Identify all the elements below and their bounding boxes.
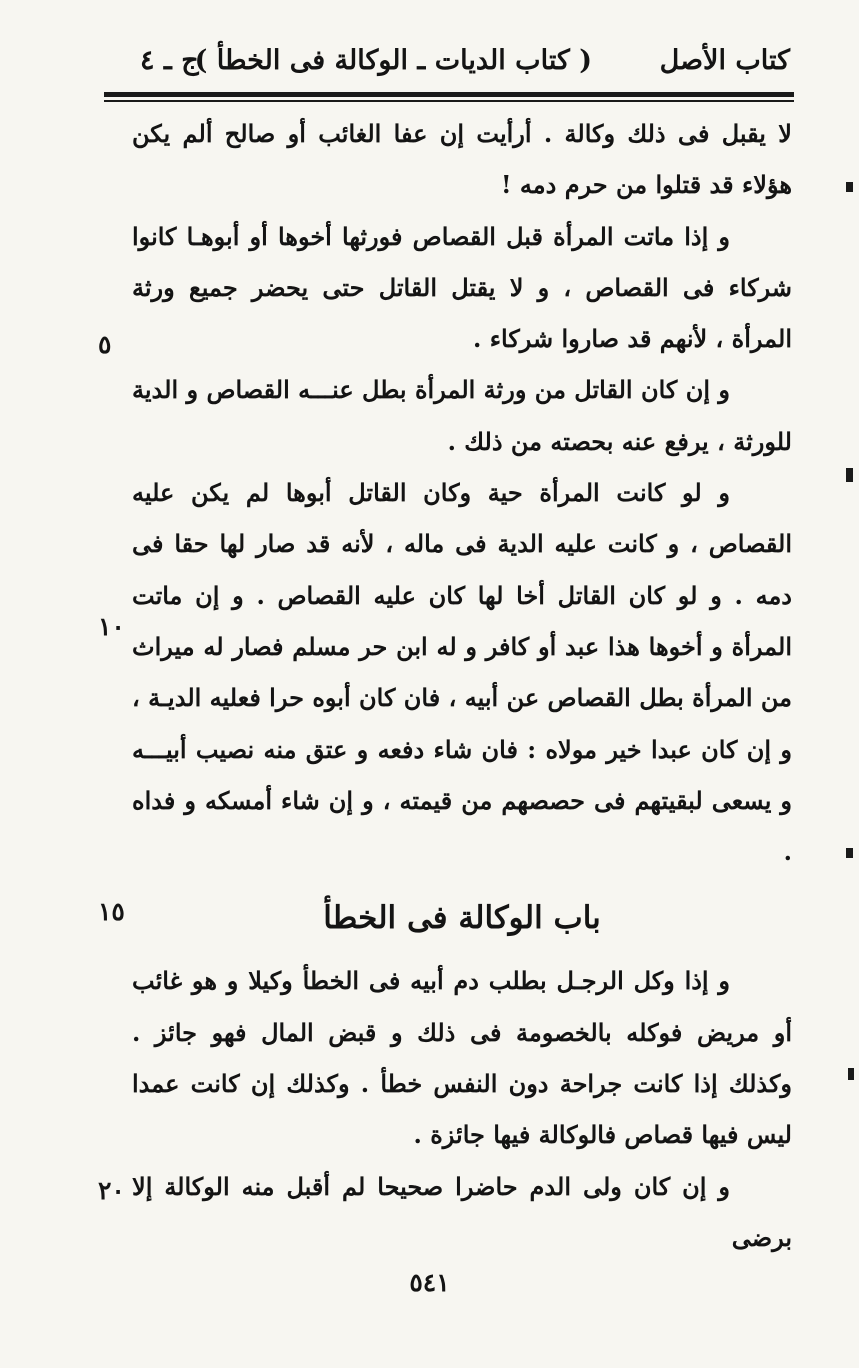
header-part-number: ج ـ ٤	[140, 45, 199, 76]
paragraph: و إن كان القاتل من ورثة المرأة بطل عنـــه القصاص و الدية للورثة ، يرفع عنه بحصته من ذلك .	[132, 375, 792, 456]
line-number-20: ٢٠	[98, 1176, 125, 1205]
paragraph: و إن كان ولى الدم حاضرا صحيحا لم أقبل منه الوكالة إلا برضى	[132, 1171, 792, 1252]
section-heading: باب الوكالة فى الخطأ	[323, 900, 601, 937]
header-rule-thick	[104, 92, 794, 97]
page-body	[132, 108, 792, 1263]
header-book-title: كتاب الأصل	[659, 45, 790, 76]
paragraph: و لو كانت المرأة حية وكان القاتل أبوها لم يكن عليه القصاص ، و كانت عليه الدية فى ماله ، لأنه قد صار لها حقا فى دمه . و لو كان القاتل أخا لها كان عليه القصاص . و إن ماتت المرأة و أخوها هذا عبد أو كافر و له ابن حر مسلم فصار له ميراث من المرأة بطل القصاص عن أبيه ، فان كان أبوه حرا فعليه الديـة ، و إن كان عبدا خير مولاه : فان شاء دفعه و عتق منه نصيب أبيـــه و يسعى لبقيتهم فى حصصهم من قيمته ، و إن شاء أمسكه و فداه .	[132, 478, 793, 867]
scan-edge-mark	[848, 1068, 854, 1080]
paragraph: لا يقبل فى ذلك وكالة . أرأيت إن عفا الغائب أو صالح ألم يكن هؤلاء قد قتلوا من حرم دمه !	[132, 119, 792, 200]
line-number-5: ٥	[98, 330, 112, 359]
paragraph: و إذا ماتت المرأة قبل القصاص فورثها أخوها أو أبوهـا كانوا شركاء فى القصاص ، و لا يقتل القاتل حتى يحضر جميع ورثة المرأة ، لأنهم قد صاروا شركاء .	[132, 221, 792, 354]
header-chapter-title: ( كتاب الديات ـ الوكالة فى الخطأ )	[194, 45, 592, 76]
scan-edge-mark	[846, 848, 853, 858]
scan-edge-mark	[846, 468, 853, 482]
running-header	[108, 40, 790, 82]
scan-edge-mark	[846, 182, 853, 192]
line-number-10: ١٠	[98, 612, 125, 641]
page-number: ٥٤١	[409, 1268, 450, 1297]
line-number-15: ١٥	[98, 897, 125, 926]
header-rule-thin	[104, 100, 794, 102]
paragraph: و إذا وكل الرجـل بطلب دم أبيه فى الخطأ وكيلا و هو غائب أو مريض فوكله بالخصومة فى ذلك و قبض المال فهو جائز . وكذلك إذا كانت جراحة دون النفس خطأ . وكذلك إن كانت عمدا ليس فيها قصاص فالوكالة فيها جائزة .	[132, 966, 792, 1150]
